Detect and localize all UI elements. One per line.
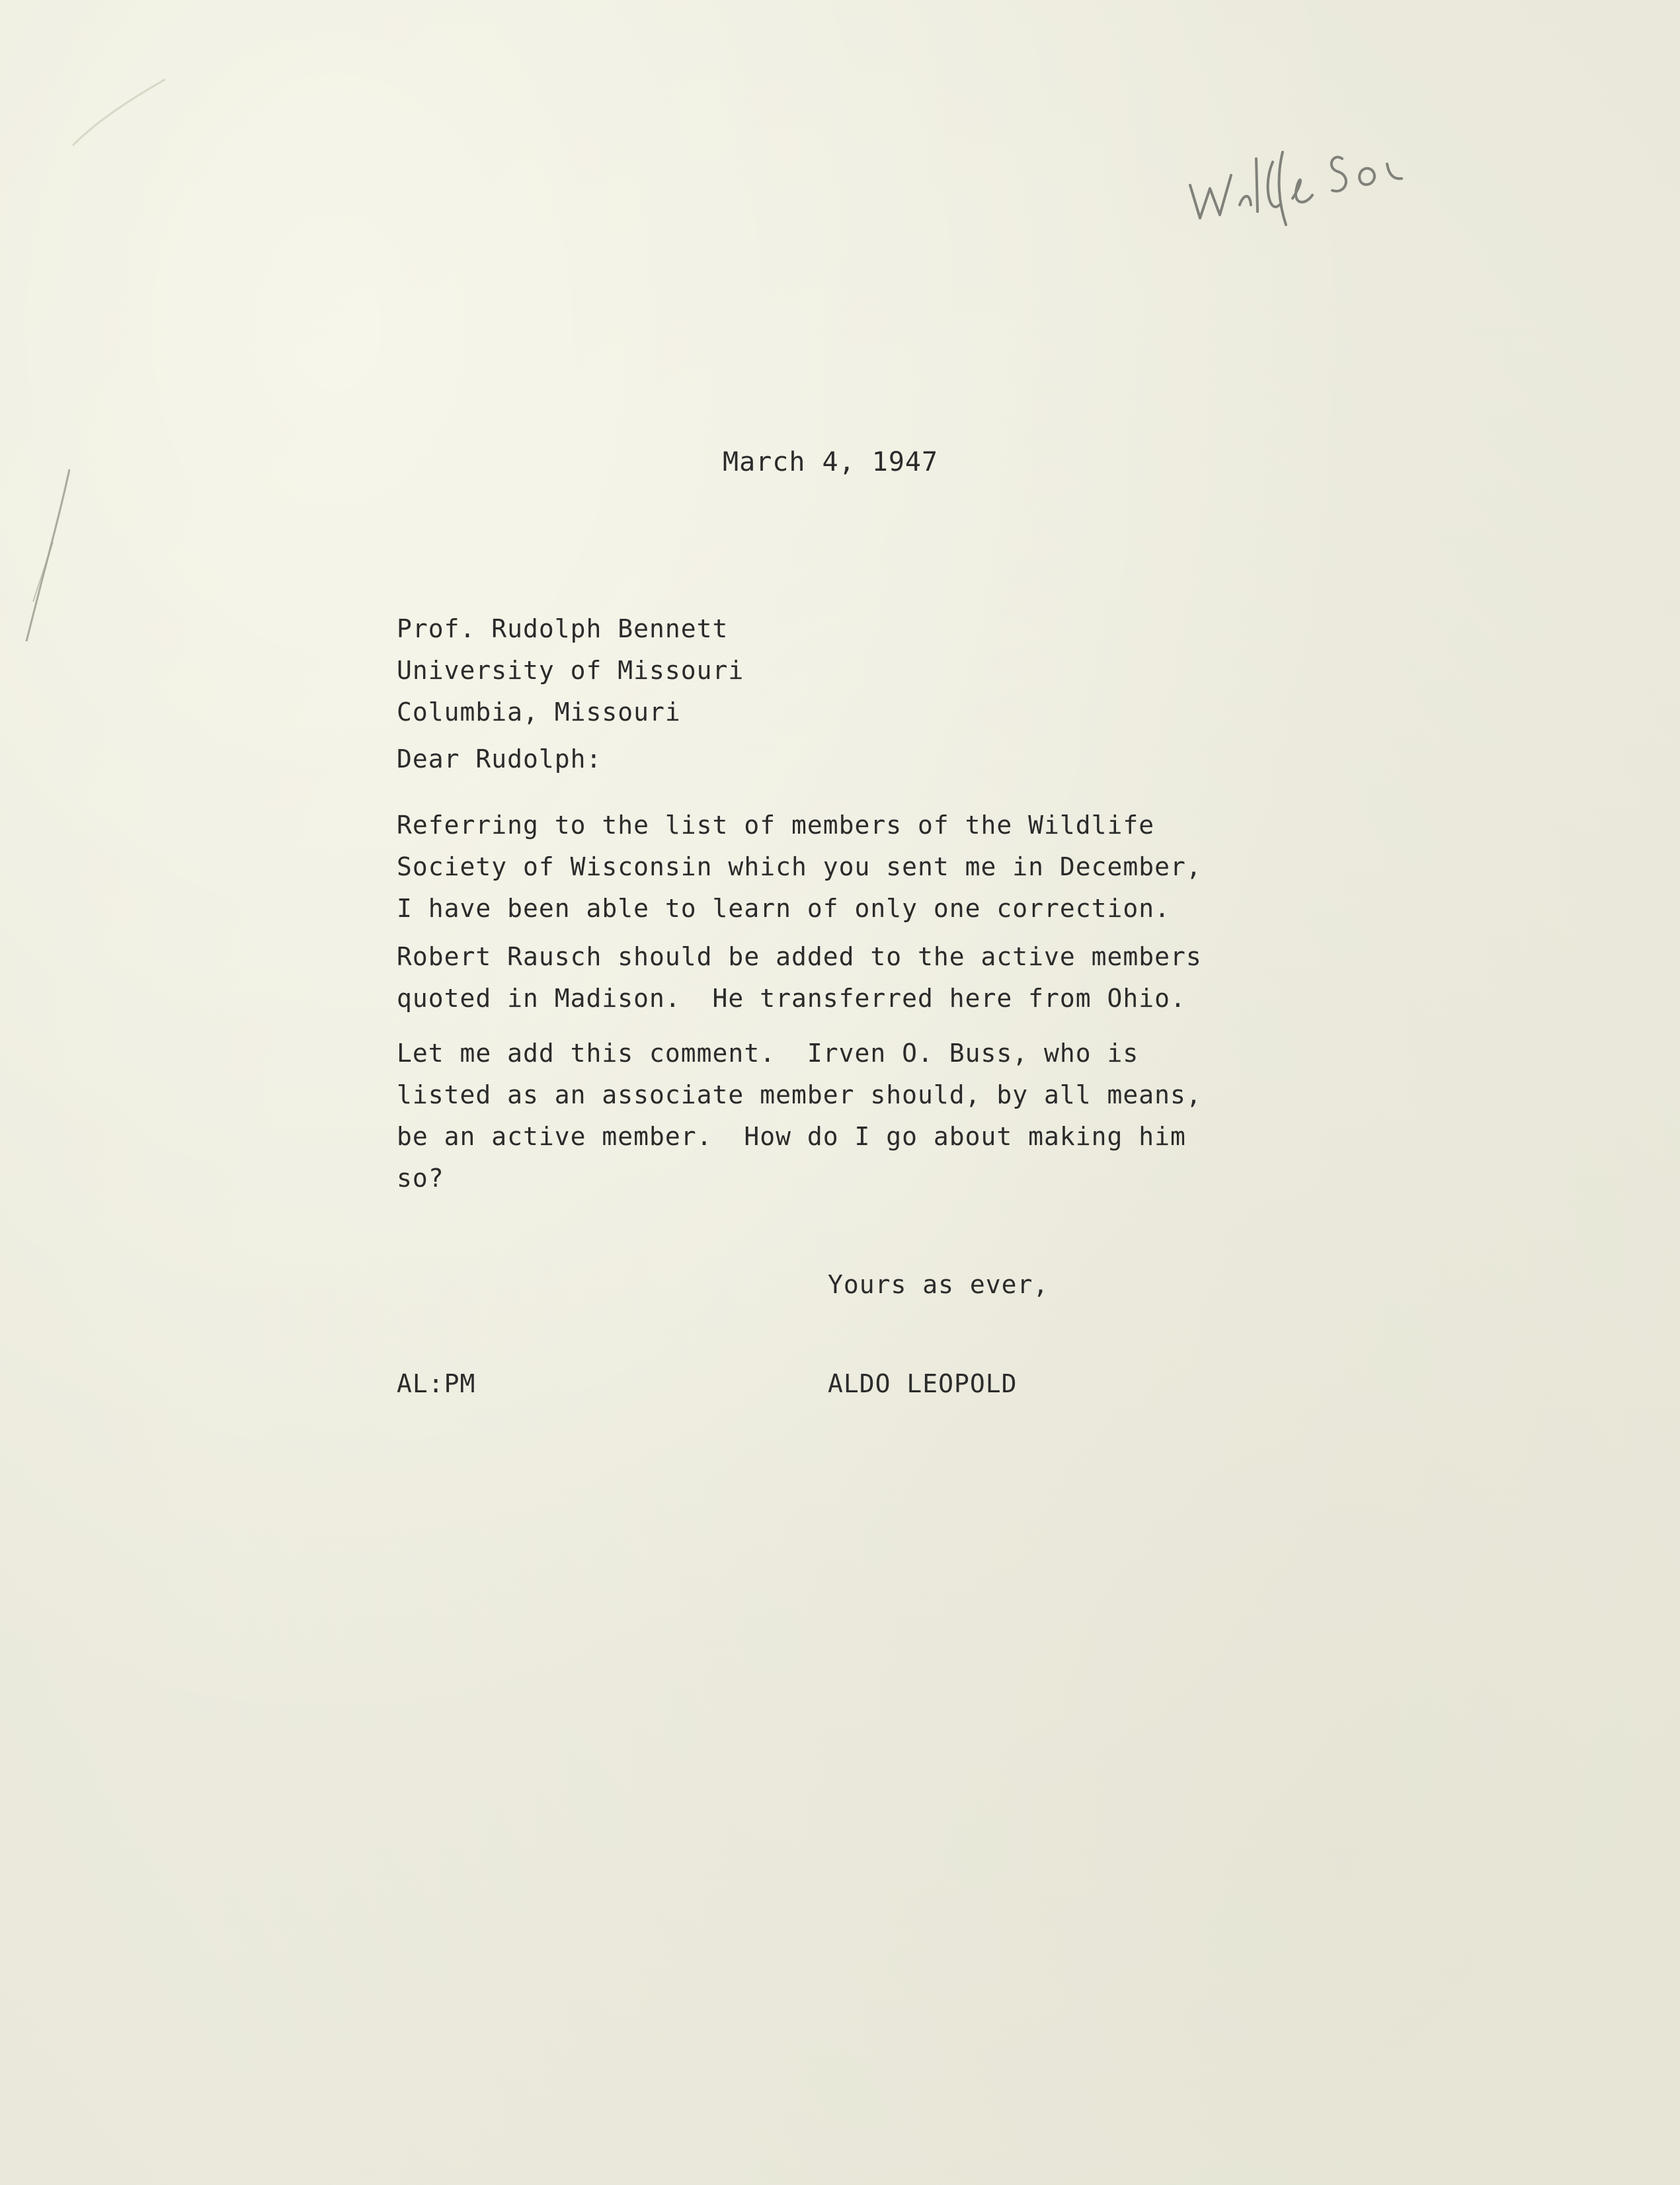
recipient-line-2: University of Missouri xyxy=(397,656,744,685)
typist-initials: AL:PM xyxy=(397,1369,476,1398)
letter-date: March 4, 1947 xyxy=(723,447,939,477)
paragraph-3 xyxy=(397,1033,1202,1199)
paragraph-line: Referring to the list of members of the Wildlife xyxy=(397,811,1155,840)
paragraph-2 xyxy=(397,936,1202,1019)
paragraph-1 xyxy=(397,805,1202,930)
paragraph-line: be an active member. How do I go about making him xyxy=(397,1122,1186,1151)
paragraph-line: listed as an associate member should, by all means, xyxy=(397,1080,1202,1109)
paragraph-line: Society of Wisconsin which you sent me in December, xyxy=(397,852,1202,881)
paragraph-line: so? xyxy=(397,1164,444,1193)
paragraph-line: Let me add this comment. Irven O. Buss, who is xyxy=(397,1039,1139,1068)
paper-crease-mark xyxy=(66,73,172,152)
salutation: Dear Rudolph: xyxy=(397,744,602,774)
handwritten-note xyxy=(1177,106,1415,238)
recipient-line-3: Columbia, Missouri xyxy=(397,697,681,727)
paragraph-line: Robert Rausch should be added to the active members xyxy=(397,942,1202,971)
paragraph-line: quoted in Madison. He transferred here from Ohio. xyxy=(397,984,1186,1013)
recipient-line-1: Prof. Rudolph Bennett xyxy=(397,614,729,643)
paragraph-line: I have been able to learn of only one correction. xyxy=(397,894,1171,923)
recipient-address xyxy=(397,608,744,733)
signature-name: ALDO LEOPOLD xyxy=(828,1369,1018,1398)
closing: Yours as ever, xyxy=(828,1270,1049,1299)
margin-pencil-mark xyxy=(7,463,86,648)
